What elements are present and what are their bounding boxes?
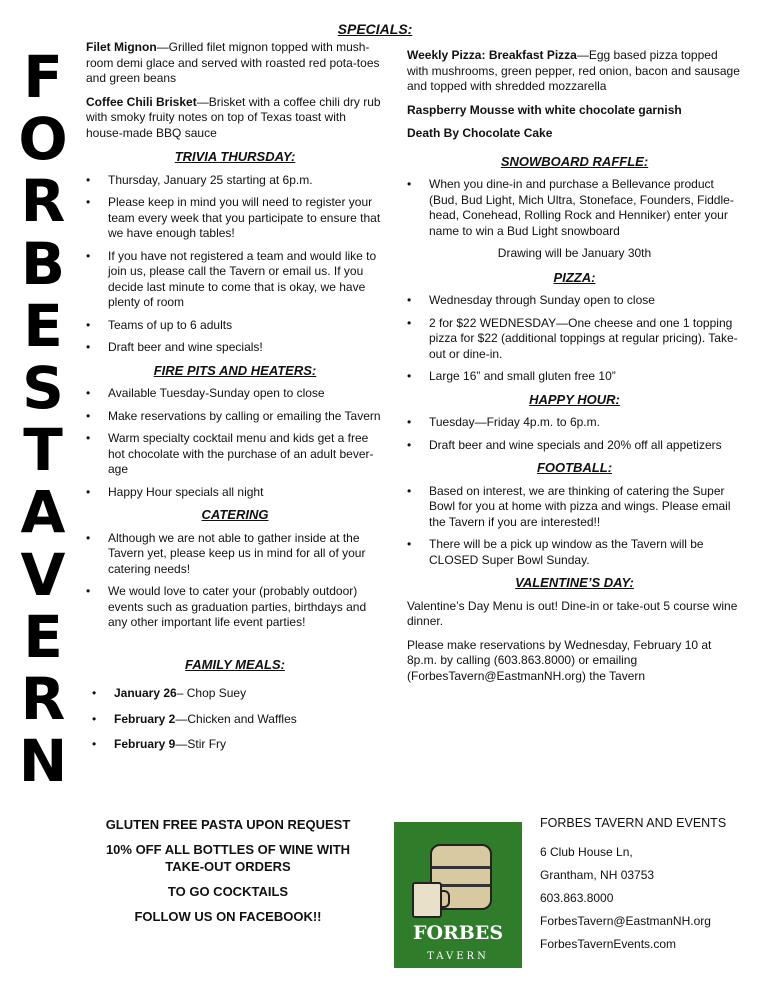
- family-list: [92, 686, 384, 753]
- vertical-title: [14, 43, 72, 796]
- title-letter: O: [18, 105, 68, 174]
- title-letter: R: [20, 167, 66, 236]
- meal-date: February 9: [114, 737, 176, 751]
- special-desc: —Brisket with a coffee chili dry rub with smoky fruity notes on top of Texas toast with house-made BBQ sauce: [86, 94, 381, 140]
- list-item: • Although we are not able to gather inside at the Tavern yet, please keep us in mind for all of your catering needs!: [86, 531, 384, 578]
- beer-mug-icon: [412, 882, 442, 918]
- right-column: [407, 48, 742, 692]
- football-heading: FOOTBALL:: [536, 460, 613, 475]
- address-line-2: Grantham, NH 03753: [540, 868, 655, 882]
- meal-date: January 26: [114, 686, 177, 700]
- list-item: • Draft beer and wine specials and 20% off all appetizers: [407, 438, 742, 454]
- promo-gluten-free: GLUTEN FREE PASTA UPON REQUEST: [105, 817, 351, 832]
- left-column: [86, 40, 384, 763]
- special-name: Coffee Chili Brisket: [86, 94, 197, 109]
- list-item: • Make reservations by calling or emailing the Tavern: [86, 409, 384, 425]
- list-item: [92, 737, 384, 753]
- list-item: • Tuesday—Friday 4p.m. to 6p.m.: [407, 415, 742, 431]
- list-item: • 2 for $22 WEDNESDAY—One cheese and one 1 topping pizza for $22 (additional toppings at regular pricing). Take-out or dine-in.: [407, 316, 742, 363]
- valentine-heading: VALENTINE’S DAY:: [515, 575, 634, 590]
- special-name: Weekly Pizza: Breakfast Pizza: [407, 48, 577, 62]
- raffle-list: [407, 177, 742, 239]
- title-letter: B: [20, 229, 66, 298]
- footer-promos: [86, 816, 370, 933]
- specials-heading: SPECIALS:: [337, 21, 413, 37]
- special-pizza: [407, 48, 742, 95]
- contact-title: FORBES TAVERN AND EVENTS: [540, 816, 727, 830]
- title-letter: A: [20, 478, 66, 547]
- raffle-heading: SNOWBOARD RAFFLE:: [500, 153, 649, 169]
- trivia-heading: TRIVIA THURSDAY:: [174, 149, 296, 164]
- meal-name: —Stir Fry: [175, 737, 227, 751]
- happy-hour-heading: HAPPY HOUR:: [529, 391, 620, 407]
- list-item: • There will be a pick up window as the Tavern will be CLOSED Super Bowl Sunday.: [407, 537, 742, 568]
- family-heading: FAMILY MEALS:: [185, 656, 285, 672]
- special-cake: Death By Chocolate Cake: [407, 126, 553, 140]
- pizza-list: [407, 293, 742, 385]
- email-link[interactable]: ForbesTavern@EastmanNH.org: [540, 914, 711, 928]
- valentine-reservations: Please make reservations by Wednesday, February 10 at 8p.m. by calling (603.863.8000) or emailing (ForbesTavern@EastmanNH.org) the Tavern: [407, 637, 712, 683]
- list-item: • When you dine-in and purchase a Bellevance product (Bud, Bud Light, Mich Ultra, Stoneface, Founders, Fiddle-head, Conehead, Rolling Rock and Henniker) enter your name to win a Bud Light snowboard: [407, 177, 742, 239]
- meal-date: February 2: [114, 711, 176, 726]
- list-item: • Draft beer and wine specials!: [86, 340, 384, 356]
- raffle-drawing: Drawing will be January 30th: [497, 246, 652, 260]
- list-item: • Wednesday through Sunday open to close: [407, 293, 742, 309]
- title-letter: F: [23, 43, 63, 111]
- title-letter: E: [23, 602, 63, 671]
- catering-heading: CATERING: [201, 507, 269, 522]
- promo-wine: 10% OFF ALL BOTTLES OF WINE WITH TAKE-OUT ORDERS: [105, 842, 351, 874]
- title-letter: E: [23, 291, 63, 360]
- special-filet: [86, 40, 384, 87]
- special-brisket: [86, 95, 384, 142]
- firepits-heading: FIRE PITS AND HEATERS:: [153, 362, 317, 378]
- special-desc: —Egg based pizza topped with mushrooms, green pepper, red onion, bacon and sausage and topped with shredded mozzarella: [407, 48, 740, 93]
- logo-name: FORBES: [412, 922, 504, 944]
- trivia-list: [86, 173, 384, 356]
- website-link[interactable]: ForbesTavernEvents.com: [540, 937, 677, 951]
- promo-cocktails: TO GO COCKTAILS: [167, 884, 289, 899]
- football-list: [407, 484, 742, 569]
- title-letter: R: [20, 665, 66, 734]
- title-letter: N: [18, 727, 68, 796]
- meal-name: —Chicken and Waffles: [175, 711, 297, 726]
- list-item: • Thursday, January 25 starting at 6p.m.: [86, 173, 384, 189]
- contact-block: [540, 816, 750, 960]
- promo-facebook: FOLLOW US ON FACEBOOK!!: [134, 909, 322, 924]
- title-letter: V: [20, 540, 66, 609]
- firepits-list: [86, 386, 384, 500]
- title-letter: S: [22, 354, 64, 423]
- pizza-heading: PIZZA:: [553, 269, 596, 285]
- list-item: [92, 686, 384, 702]
- list-item: • Please keep in mind you will need to register your team every week that you participate to ensure that we have enough tables!: [86, 195, 384, 242]
- valentine-menu: Valentine’s Day Menu is out! Dine-in or take-out 5 course wine dinner.: [407, 598, 738, 628]
- list-item: • We would love to cater your (probably outdoor) events such as graduation parties, birthdays and any other important life event parties!: [86, 584, 384, 631]
- happy-hour-list: [407, 415, 742, 453]
- special-mousse: Raspberry Mousse with white chocolate garnish: [407, 102, 682, 117]
- meal-name: – Chop Suey: [176, 686, 247, 700]
- address-line-1: 6 Club House Ln,: [540, 845, 633, 859]
- phone: 603.863.8000: [540, 891, 614, 905]
- list-item: • If you have not registered a team and would like to join us, please call the Tavern or email us. If you decide last minute to come that is okay, we have plenty of room: [86, 249, 384, 311]
- list-item: • Based on interest, we are thinking of catering the Super Bowl for you at home with pizza and wings. Please email the Tavern if you are interested!!: [407, 484, 742, 531]
- catering-list: [86, 531, 384, 631]
- list-item: • Happy Hour specials all night: [86, 485, 384, 501]
- list-item: [92, 712, 384, 728]
- title-letter: T: [23, 416, 63, 485]
- list-item: • Available Tuesday-Sunday open to close: [86, 386, 384, 402]
- forbes-tavern-logo: [394, 822, 522, 968]
- list-item: • Teams of up to 6 adults: [86, 318, 384, 334]
- special-name: Filet Mignon: [86, 40, 157, 54]
- special-desc: —Grilled filet mignon topped with mush-room demi glace and served with roasted red pota-toes and green beans: [86, 40, 380, 85]
- list-item: • Large 16” and small gluten free 10”: [407, 369, 742, 385]
- logo-subtitle: TAVERN: [427, 951, 489, 962]
- list-item: • Warm specialty cocktail menu and kids get a free hot chocolate with the purchase of an adult bever-age: [86, 431, 384, 478]
